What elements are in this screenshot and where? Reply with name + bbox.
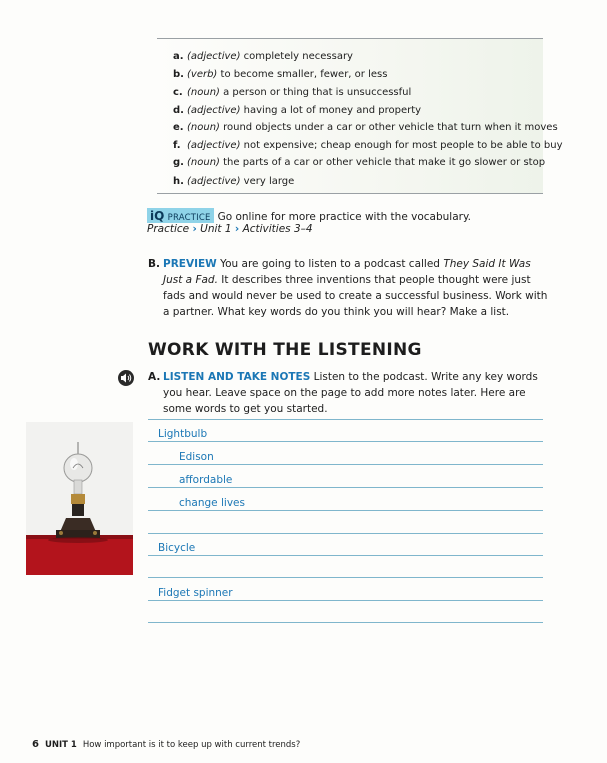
podcast-title: They Said It Was Just a Fad. bbox=[163, 258, 531, 286]
notes-rule bbox=[148, 441, 543, 442]
notes-rule bbox=[148, 555, 543, 556]
definitions-box bbox=[157, 38, 563, 194]
iq-logo: iQ bbox=[150, 209, 165, 223]
note-bicycle: Bicycle bbox=[158, 542, 196, 554]
definition-h: h. (adjective) very large bbox=[173, 176, 295, 187]
notes-rule bbox=[148, 487, 543, 488]
note-affordable: affordable bbox=[179, 474, 233, 486]
notes-rule bbox=[148, 533, 543, 534]
notes-rule bbox=[148, 622, 543, 623]
definition-d: d. (adjective) having a lot of money and property bbox=[173, 105, 422, 116]
note-change-lives: change lives bbox=[179, 497, 245, 509]
lightbulb-photo bbox=[26, 422, 133, 575]
section-title: WORK WITH THE LISTENING bbox=[148, 340, 422, 360]
notes-rule bbox=[148, 419, 543, 420]
definition-b: b. (verb) to become smaller, fewer, or less bbox=[173, 69, 388, 80]
chevron-right-icon: › bbox=[234, 223, 240, 235]
listen-keyword: LISTEN AND TAKE NOTES bbox=[163, 371, 311, 383]
iq-practice-line: iQ PRACTICE Go online for more practice with the vocabulary. bbox=[147, 208, 471, 223]
definition-f: f. (adjective) not expensive; cheap enough for most people to be able to buy bbox=[173, 140, 563, 151]
definition-e: e. (noun) round objects under a car or other vehicle that turn when it moves bbox=[173, 122, 558, 133]
definition-a: a. (adjective) completely necessary bbox=[173, 51, 353, 62]
unit-label: UNIT 1 bbox=[44, 740, 77, 750]
note-lightbulb: Lightbulb bbox=[158, 428, 208, 440]
notes-rule bbox=[148, 510, 543, 511]
audio-speaker-icon[interactable] bbox=[118, 370, 134, 386]
chevron-right-icon: › bbox=[192, 223, 197, 235]
unit-question: How important is it to keep up with current trends? bbox=[82, 740, 301, 750]
page-number: 6 bbox=[32, 739, 39, 750]
notes-rule bbox=[148, 577, 543, 578]
notes-rule bbox=[148, 464, 543, 465]
practice-breadcrumb[interactable]: Practice › Unit 1 › Activities 3–4 bbox=[147, 223, 313, 235]
iq-practice-badge[interactable]: iQ PRACTICE bbox=[147, 208, 214, 223]
preview-keyword: PREVIEW bbox=[163, 258, 217, 270]
page-footer bbox=[32, 739, 300, 750]
note-fidget-spinner: Fidget spinner bbox=[158, 587, 233, 599]
preview-activity: B. PREVIEW You are going to listen to a podcast called They Said It Was Just a Fad. It describes three inventions that people thought were just fads and would never be used to create a successful business. Work with a partner. What key words do you think you will hear? Make a list. bbox=[148, 258, 548, 318]
notes-rule bbox=[148, 600, 543, 601]
note-edison: Edison bbox=[179, 451, 214, 463]
definition-c: c. (noun) a person or thing that is unsuccessful bbox=[173, 87, 412, 98]
listen-activity: A. LISTEN AND TAKE NOTES Listen to the podcast. Write any key words you hear. Leave space on the page to add more notes later. Here are some words to get you started. bbox=[148, 371, 538, 415]
definition-g: g. (noun) the parts of a car or other vehicle that make it go slower or stop bbox=[173, 157, 546, 168]
